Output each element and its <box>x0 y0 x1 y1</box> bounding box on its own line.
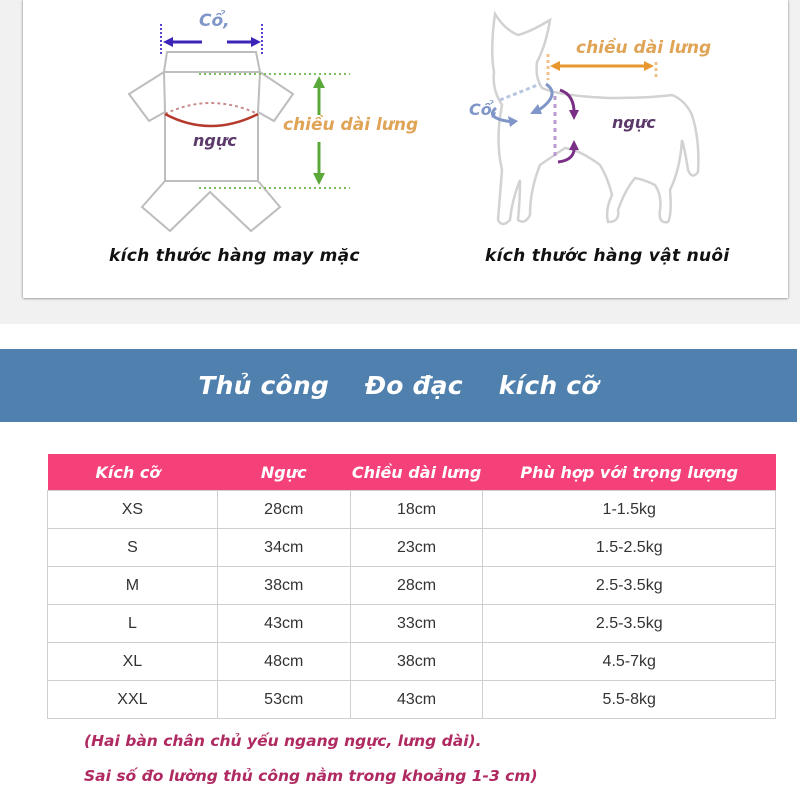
cell-back-length: 38cm <box>350 643 483 681</box>
clothing-chest-label: ngực <box>193 131 237 150</box>
table-header-row <box>48 454 776 491</box>
cell-weight: 4.5-7kg <box>483 643 776 681</box>
pet-diagram <box>400 0 788 298</box>
table-row <box>48 681 776 719</box>
pet-chest-label: ngực <box>612 113 656 132</box>
table-row <box>48 567 776 605</box>
cell-size: XS <box>48 491 218 529</box>
table-row <box>48 643 776 681</box>
title-banner <box>0 349 797 422</box>
cell-size: L <box>48 605 218 643</box>
cell-size: XXL <box>48 681 218 719</box>
clothing-neck-label: Cổ, <box>199 11 230 31</box>
table-row <box>48 605 776 643</box>
banner-word-handmade: Thủ công <box>198 371 329 400</box>
cell-back-length: 18cm <box>350 491 483 529</box>
pet-neck-label: Cổ, <box>469 100 498 119</box>
banner-word-measure: Đo đạc <box>364 371 463 400</box>
cell-chest: 38cm <box>217 567 350 605</box>
measurement-notes <box>84 724 538 794</box>
header-weight: Phù hợp với trọng lượng <box>483 454 776 491</box>
clothing-diagram <box>23 0 419 298</box>
table-row <box>48 529 776 567</box>
cell-weight: 1-1.5kg <box>483 491 776 529</box>
cell-size: S <box>48 529 218 567</box>
cell-back-length: 28cm <box>350 567 483 605</box>
cell-weight: 5.5-8kg <box>483 681 776 719</box>
cell-size: XL <box>48 643 218 681</box>
cell-chest: 28cm <box>217 491 350 529</box>
pet-caption: kích thước hàng vật nuôi <box>485 246 730 266</box>
cell-weight: 2.5-3.5kg <box>483 567 776 605</box>
banner-word-size: kích cỡ <box>498 371 599 400</box>
cell-chest: 43cm <box>217 605 350 643</box>
cell-chest: 53cm <box>217 681 350 719</box>
cell-chest: 48cm <box>217 643 350 681</box>
note-line-1: (Hai bàn chân chủ yếu ngang ngực, lưng dài). <box>84 732 482 750</box>
cell-back-length: 33cm <box>350 605 483 643</box>
note-line-2: Sai số đo lường thủ công nằm trong khoảng 1-3 cm) <box>84 767 538 785</box>
measurement-guide-card <box>23 0 788 298</box>
header-size: Kích cỡ <box>48 454 218 491</box>
header-chest: Ngực <box>217 454 350 491</box>
clothing-caption: kích thước hàng may mặc <box>109 246 360 266</box>
cell-weight: 1.5-2.5kg <box>483 529 776 567</box>
size-table <box>47 454 776 719</box>
pet-back-length-label: chiều dài lưng <box>576 38 712 58</box>
table-row <box>48 491 776 529</box>
cell-back-length: 43cm <box>350 681 483 719</box>
header-back-length: Chiều dài lưng <box>350 454 483 491</box>
cell-chest: 34cm <box>217 529 350 567</box>
clothing-back-length-label: chiều dài lưng <box>283 115 419 135</box>
cell-size: M <box>48 567 218 605</box>
cell-back-length: 23cm <box>350 529 483 567</box>
cell-weight: 2.5-3.5kg <box>483 605 776 643</box>
